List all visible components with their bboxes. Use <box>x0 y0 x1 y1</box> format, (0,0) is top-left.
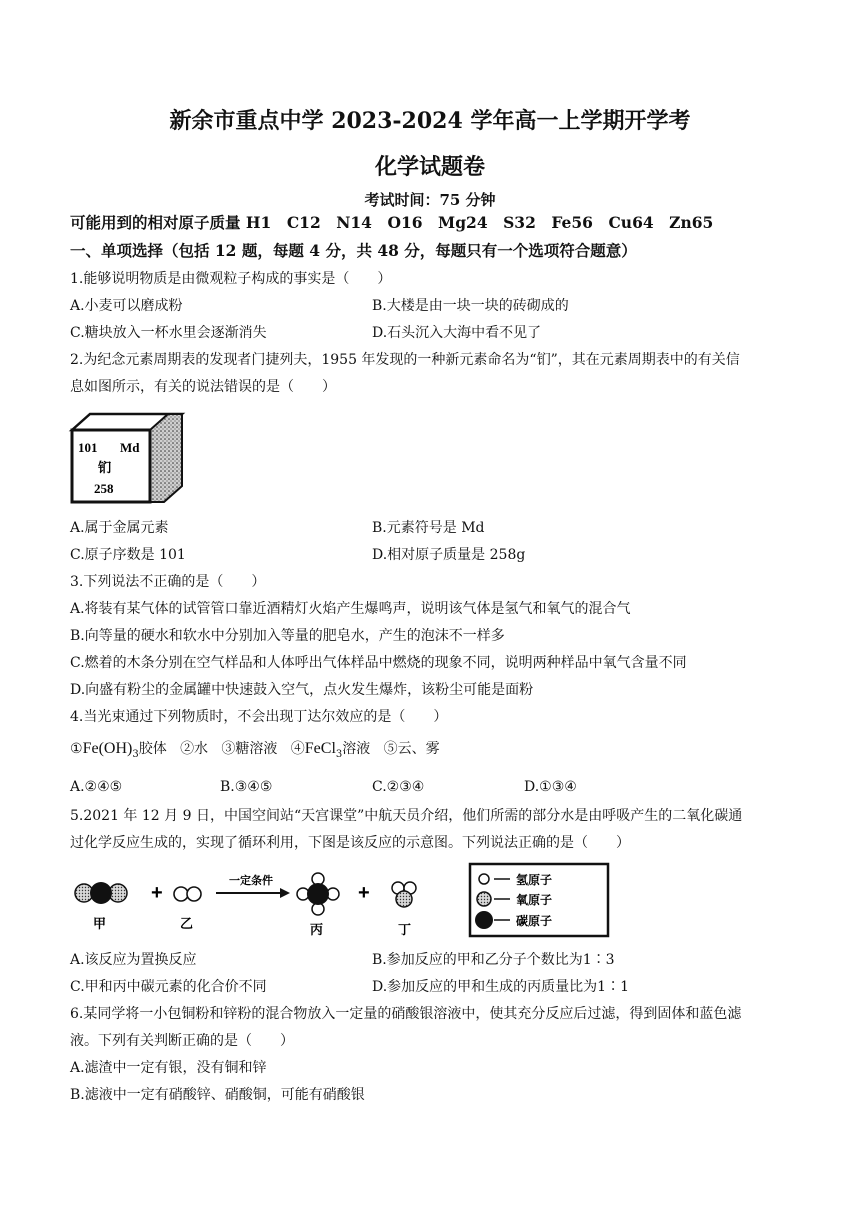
molecule-bing <box>297 873 339 915</box>
label-jia: 甲 <box>93 917 107 932</box>
question-6-option-a: A.滤渣中一定有银，没有铜和锌 <box>70 1060 267 1076</box>
question-4-option-a: A.②④⑤ <box>70 779 123 795</box>
question-1-option-d: D.石头沉入大海中看不见了 <box>372 325 542 341</box>
molecule-jia <box>75 882 127 904</box>
q4-item1-subscript: 3 <box>132 748 139 760</box>
q4-item4-subscript: 3 <box>335 748 343 760</box>
question-6-option-b: B.滤液中一定有硝酸锌、硝酸铜，可能有硝酸银 <box>70 1087 365 1103</box>
question-1-option-c: C.糖块放入一杯水里会逐渐消失 <box>70 325 267 341</box>
plus-sign-2: + <box>358 882 370 904</box>
q4-item5: ⑤云、雾 <box>383 741 440 757</box>
reaction-diagram <box>66 862 796 942</box>
legend-hydrogen: 氢原子 <box>516 873 553 887</box>
reaction-condition: 一定条件 <box>229 874 273 887</box>
question-1-option-b: B.大楼是由一块一块的砖砌成的 <box>372 298 569 314</box>
label-bing: 丙 <box>310 923 324 938</box>
label-yi: 乙 <box>180 917 194 932</box>
exam-time: 考试时间：75 分钟 <box>364 191 496 209</box>
q4-item1-prefix: ① <box>70 741 83 757</box>
question-3-option-a: A.将装有某气体的试管管口靠近酒精灯火焰产生爆鸣声，说明该气体是氢气和氧气的混合气 <box>70 601 631 617</box>
question-2-option-a: A.属于金属元素 <box>70 520 169 536</box>
q4-item4-suffix: 溶液 <box>342 741 371 757</box>
molecule-ding <box>392 882 416 907</box>
question-4-option-d: D.①③④ <box>524 779 577 795</box>
question-3-option-c: C.燃着的木条分别在空气样品和人体呼出气体样品中燃烧的现象不同，说明两种样品中氧气含量不同 <box>70 655 687 671</box>
atom-legend <box>470 864 608 936</box>
question-6-stem-line2: 液。下列有关判断正确的是（ ） <box>70 1033 294 1049</box>
label-ding: 丁 <box>398 923 412 938</box>
q4-item1-formula: Fe(OH) <box>82 740 133 757</box>
question-2-stem-line1: 2.为纪念元素周期表的发现者门捷列夫，1955 年发现的一种新元素命名为“钔”，其在元素周期表中的有关信 <box>70 352 740 368</box>
question-3-option-b: B.向等量的硬水和软水中分别加入等量的肥皂水，产生的泡沫不一样多 <box>70 628 505 644</box>
question-5-option-d: D.参加反应的甲和生成的丙质量比为1∶1 <box>372 979 629 995</box>
question-5-option-b: B.参加反应的甲和乙分子个数比为1∶3 <box>372 952 615 968</box>
element-name: 钔 <box>98 461 112 476</box>
question-1-stem: 1.能够说明物质是由微观粒子构成的事实是（ ） <box>70 271 392 287</box>
question-2-option-d: D.相对原子质量是 258g <box>372 547 526 563</box>
question-5-option-c: C.甲和丙中碳元素的化合价不同 <box>70 979 267 995</box>
legend-oxygen: 氧原子 <box>516 893 553 907</box>
element-mass: 258 <box>94 481 114 496</box>
element-symbol: Md <box>120 440 140 455</box>
q4-item4-prefix: ④ <box>290 741 305 757</box>
question-5-stem-line1: 5.2021 年 12 月 9 日，中国空间站“天宫课堂”中航天员介绍，他们所需的部分水是由呼吸产生的二氧化碳通 <box>70 808 743 824</box>
q4-item2: ②水 <box>180 741 209 757</box>
q4-item3: ③糖溶液 <box>221 741 278 757</box>
question-2-option-b: B.元素符号是 Md <box>372 520 485 536</box>
plus-sign-1: + <box>151 882 163 904</box>
element-number: 101 <box>78 440 98 455</box>
question-1-option-a: A.小麦可以磨成粉 <box>70 298 183 314</box>
question-6-stem-line1: 6.某同学将一小包铜粉和锌粉的混合物放入一定量的硝酸银溶液中，使其充分反应后过滤，得到固体和蓝色滤 <box>70 1006 742 1022</box>
question-5-stem-line2: 过化学反应生成的，实现了循环利用，下图是该反应的示意图。下列说法正确的是（ ） <box>70 835 630 851</box>
exam-subtitle: 化学试题卷 <box>374 154 485 180</box>
question-4-option-b: B.③④⑤ <box>220 779 273 795</box>
question-3-option-d: D.向盛有粉尘的金属罐中快速鼓入空气，点火发生爆炸，该粉尘可能是面粉 <box>70 682 534 698</box>
section-heading: 一、单项选择（包括 12 题，每题 4 分，共 48 分，每题只有一个选项符合题意） <box>70 241 637 260</box>
question-4-items <box>70 740 440 764</box>
q4-item1-suffix: 胶体 <box>138 741 167 757</box>
legend-carbon: 碳原子 <box>516 914 553 928</box>
exam-title: 新余市重点中学 2023-2024 学年高一上学期开学考 <box>169 108 691 134</box>
question-4-option-c: C.②③④ <box>372 779 425 795</box>
atomic-masses: 可能用到的相对原子质量 H1 C12 N14 O16 Mg24 S32 Fe56 Cu64 Zn65 <box>70 213 714 232</box>
molecule-yi <box>174 887 201 901</box>
element-card-figure <box>68 410 188 506</box>
question-2-stem-line2: 息如图所示，有关的说法错误的是（ ） <box>70 379 336 395</box>
question-4-stem: 4.当光束通过下列物质时，不会出现丁达尔效应的是（ ） <box>70 709 448 725</box>
question-3-stem: 3.下列说法不正确的是（ ） <box>70 574 266 590</box>
question-5-option-a: A.该反应为置换反应 <box>70 952 197 968</box>
question-2-option-c: C.原子序数是 101 <box>70 547 186 563</box>
q4-item4-formula: FeCl <box>304 740 336 757</box>
